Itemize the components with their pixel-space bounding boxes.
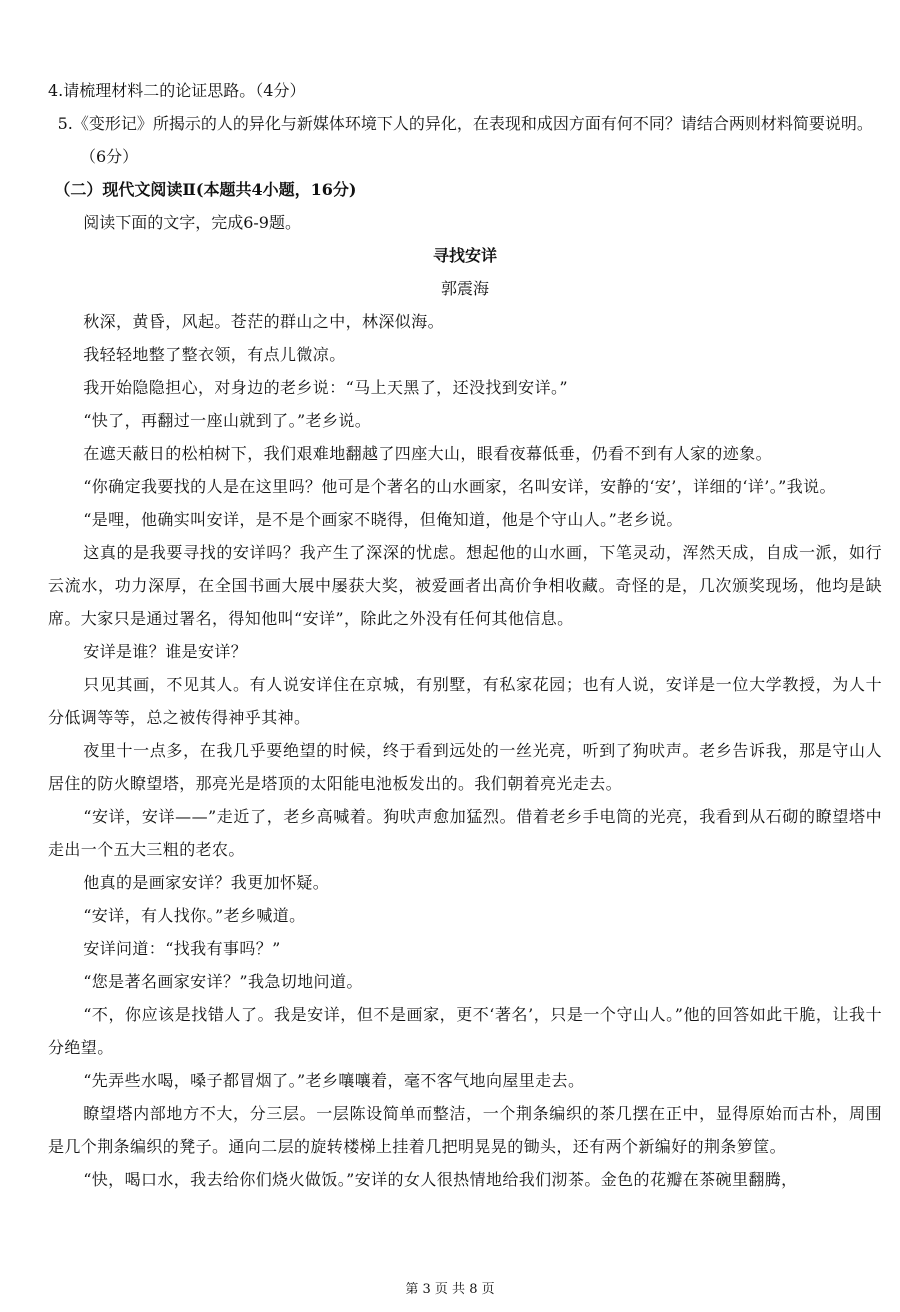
question-5: 5.《变形记》所揭示的人的异化与新媒体环境下人的异化，在表现和成因方面有何不同？请结合两则材料简要说明。（6分） [57,114,873,166]
article-paragraph: 安详是谁？谁是安详？ [83,642,248,661]
article-paragraph: 我开始隐隐担心，对身边的老乡说：“马上天黑了，还没找到安详。” [83,378,568,397]
article-paragraph: “快了，再翻过一座山就到了。”老乡说。 [83,411,372,430]
section-instruction: 阅读下面的文字，完成6-9题。 [83,213,301,232]
article-paragraph: 秋深，黄昏，风起。苍茫的群山之中，林深似海。 [83,312,444,331]
article-paragraph: “您是著名画家安详？”我急切地问道。 [83,972,363,991]
article-author: 郭震海 [440,279,489,298]
article-paragraph: 我轻轻地整了整衣领，有点儿微凉。 [83,345,346,364]
article-paragraph: 他真的是画家安详？我更加怀疑。 [83,873,330,892]
question-4: 4.请梳理材料二的论证思路。（4分） [48,81,306,100]
section-heading: （二）现代文阅读Ⅱ(本题共4小题，16分) [54,180,357,199]
article-paragraph: “安详，安详——”走近了，老乡高喊着。狗吠声愈加猛烈。借着老乡手电筒的光亮，我看到从石砌的瞭望塔中走出一个五大三粗的老农。 [48,807,882,859]
article-paragraph: 安详问道：“找我有事吗？” [83,939,281,958]
article-paragraph: “是哩，他确实叫安详，是不是个画家不晓得，但俺知道，他是个守山人。”老乡说。 [83,510,683,529]
article-paragraph: 夜里十一点多，在我几乎要绝望的时候，终于看到远处的一丝光亮，听到了狗吠声。老乡告诉我，那是守山人居住的防火瞭望塔，那亮光是塔顶的太阳能电池板发出的。我们朝着亮光走去。 [48,741,882,793]
article-paragraph: “快，喝口水，我去给你们烧火做饭。”安详的女人很热情地给我们沏茶。金色的花瓣在茶碗里翻腾， [83,1170,798,1189]
article-title: 寻找安详 [432,246,497,265]
exam-page-content [48,74,882,1196]
article-paragraph: 只见其画，不见其人。有人说安详住在京城，有别墅，有私家花园；也有人说，安详是一位大学教授，为人十分低调等等，总之被传得神乎其神。 [48,675,882,727]
page-footer: 第 3 页 共 8 页 [405,1282,495,1297]
article-paragraph: “安详，有人找你。”老乡喊道。 [83,906,306,925]
article-body [48,305,882,1196]
article-paragraph: 在遮天蔽日的松柏树下，我们艰难地翻越了四座大山，眼看夜幕低垂，仍看不到有人家的迹象。 [83,444,772,463]
article-paragraph: “先弄些水喝，嗓子都冒烟了。”老乡嚷嚷着，毫不客气地向屋里走去。 [83,1071,585,1090]
article-paragraph: “不，你应该是找错人了。我是安详，但不是画家，更不‘著名’，只是一个守山人。”他的回答如此干脆，让我十分绝望。 [48,1005,882,1057]
article-paragraph: 瞭望塔内部地方不大，分三层。一层陈设简单而整洁，一个荆条编织的茶几摆在正中，显得原始而古朴，周围是几个荆条编织的凳子。通向二层的旋转楼梯上挂着几把明晃晃的锄头，还有两个新编好的荆条箩筐。 [48,1104,882,1156]
article-paragraph: 这真的是我要寻找的安详吗？我产生了深深的忧虑。想起他的山水画，下笔灵动，浑然天成，自成一派，如行云流水，功力深厚，在全国书画大展中屡获大奖，被爱画者出高价争相收藏。奇怪的是，几次颁奖现场，他均是缺席。大家只是通过署名，得知他叫“安详”，除此之外没有任何其他信息。 [48,543,882,628]
article-paragraph: “你确定我要找的人是在这里吗？他可是个著名的山水画家，名叫安详，安静的‘安’，详细的‘详’。”我说。 [83,477,836,496]
